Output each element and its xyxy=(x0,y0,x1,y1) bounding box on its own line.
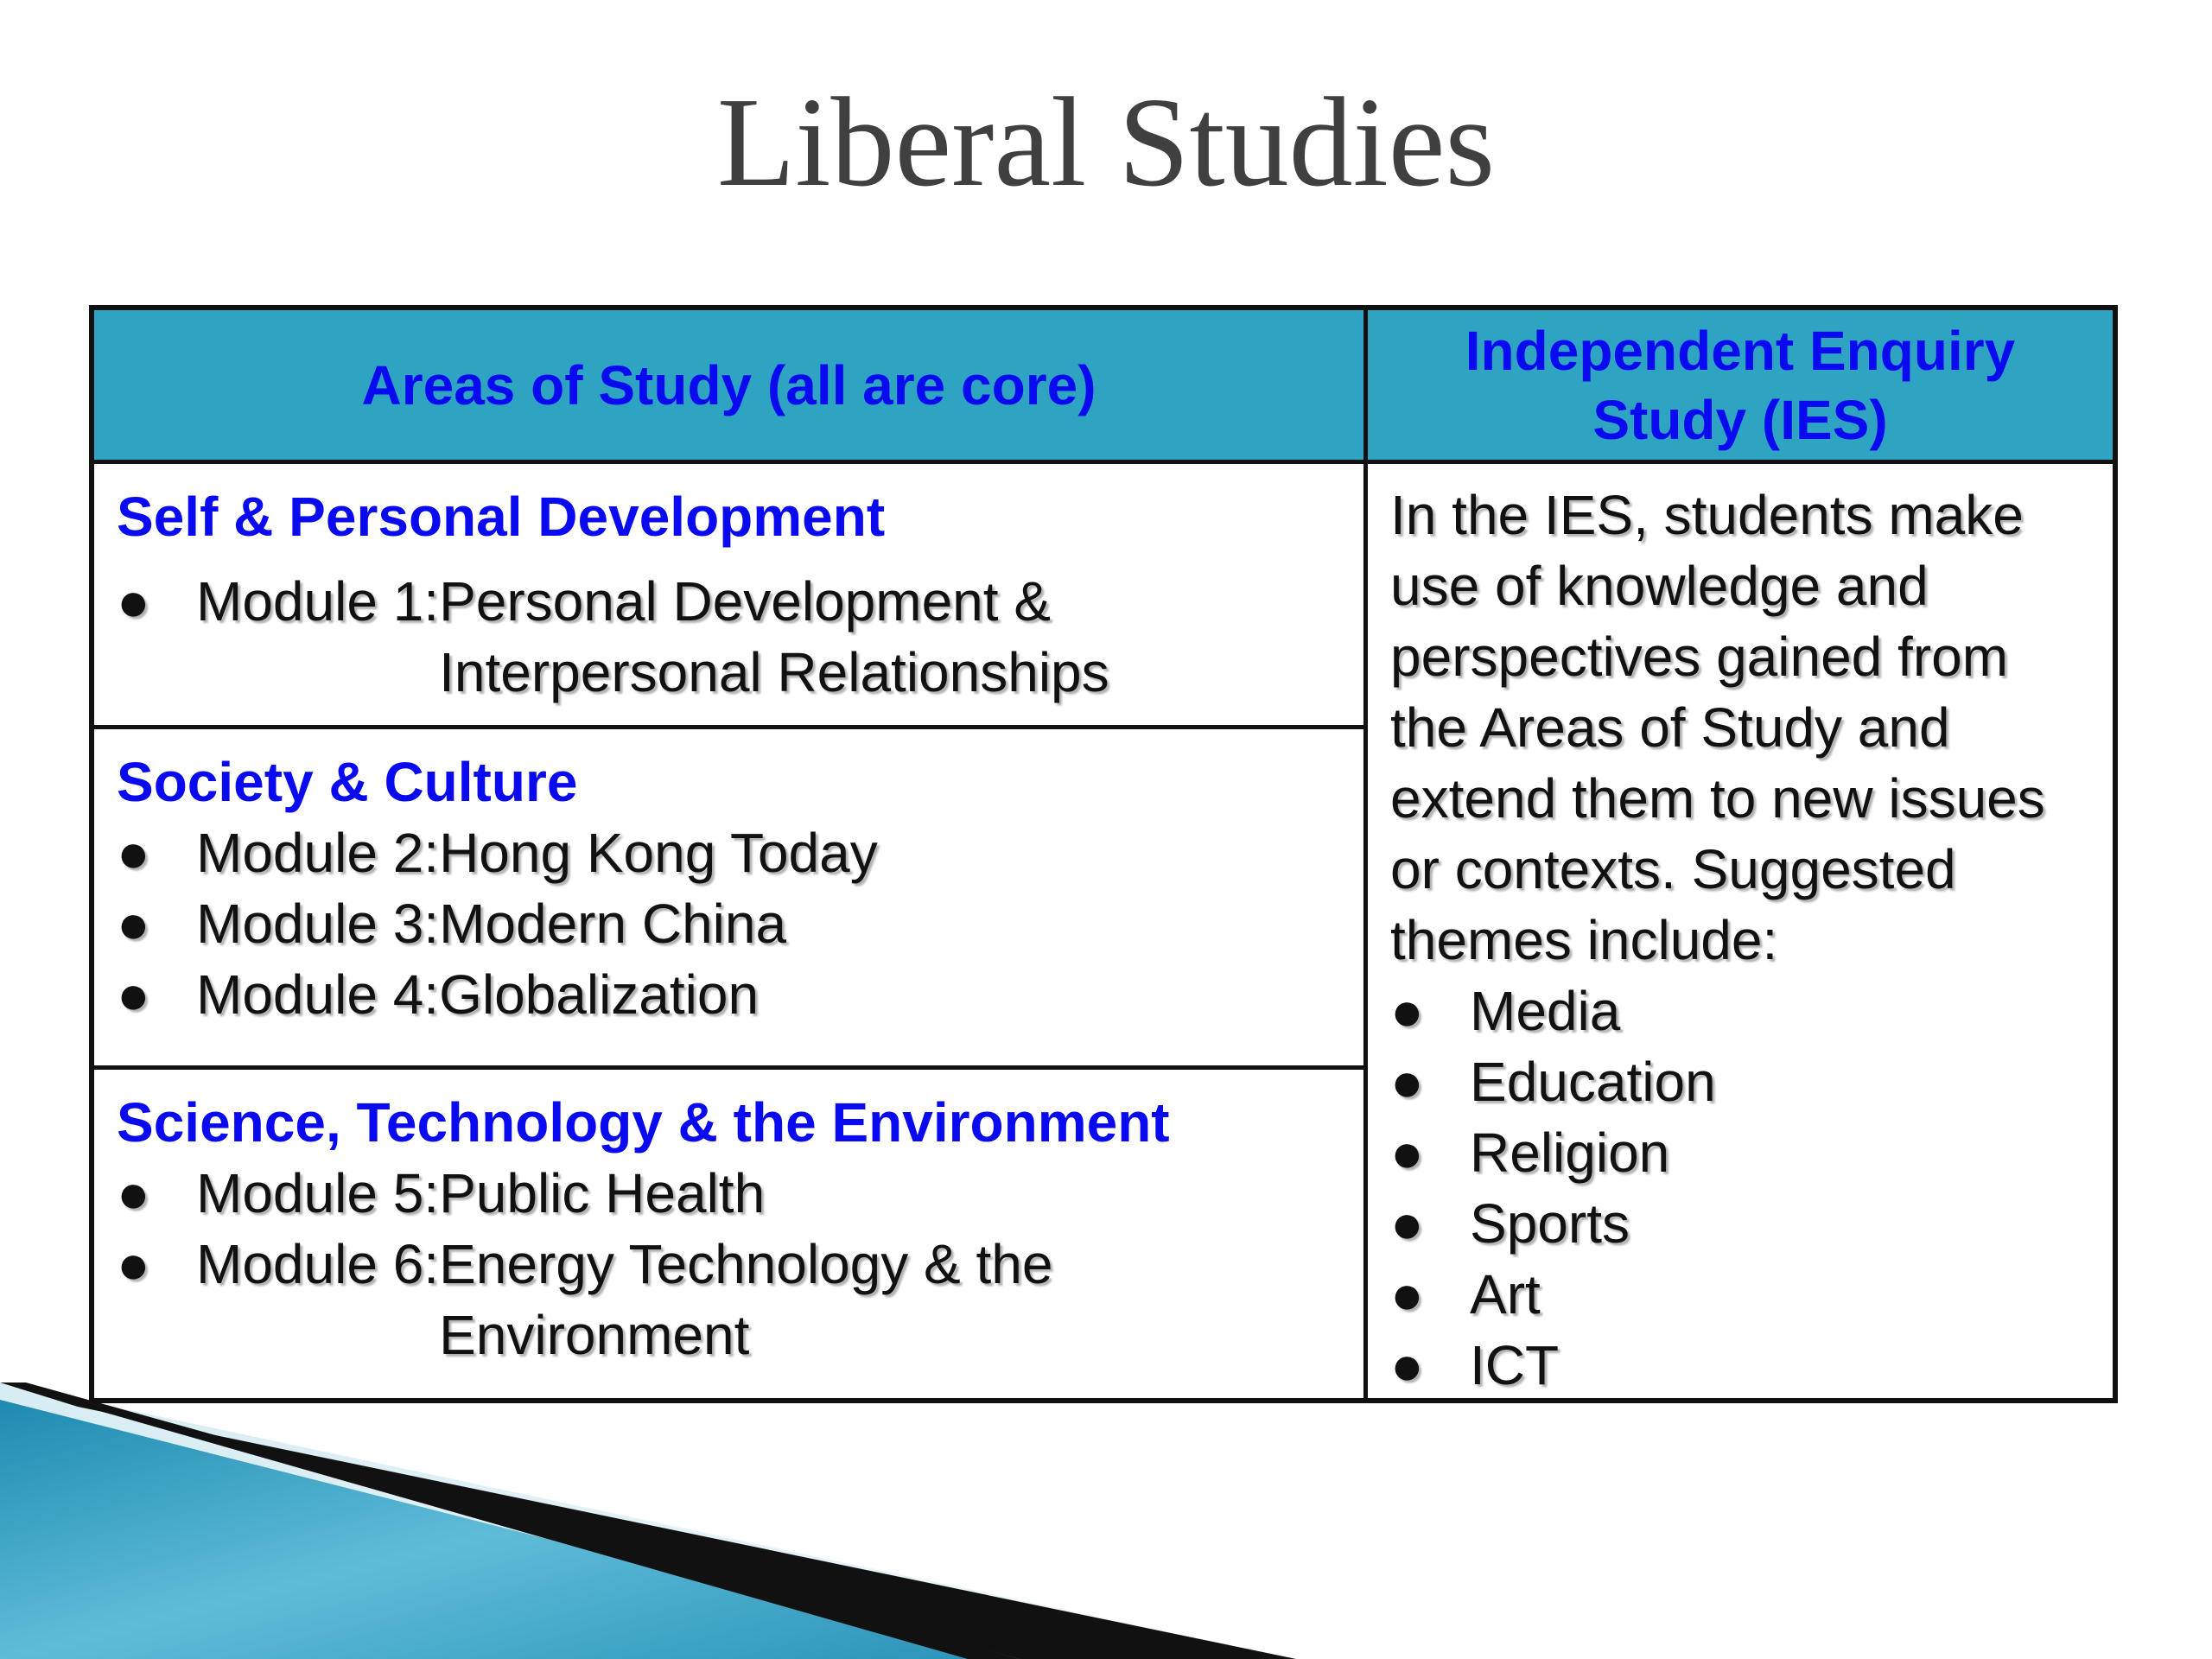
module-item xyxy=(117,959,1343,1030)
header-areas-of-study-text: Areas of Study (all are core) xyxy=(361,353,1096,416)
bullet-icon: ● xyxy=(1390,1192,1424,1255)
theme-label: Sports xyxy=(1470,1192,1630,1255)
module-text-line1: Public Health xyxy=(439,1162,766,1224)
ies-line: use of knowledge and xyxy=(1390,555,1929,617)
bullet-icon: ● xyxy=(117,893,150,955)
bullet-icon: ● xyxy=(1390,1122,1424,1184)
area-science-technology-environment xyxy=(94,1070,1368,1398)
module-item xyxy=(117,1229,1343,1370)
bullet-icon: ● xyxy=(117,822,150,884)
header-ies-line1: Independent Enquiry xyxy=(1465,319,2016,382)
module-text-line1: Personal Development & xyxy=(439,570,1051,632)
header-areas-of-study xyxy=(94,310,1368,464)
ies-line: extend them to new issues xyxy=(1390,767,2045,830)
theme-label: Education xyxy=(1470,1051,1716,1113)
theme-item-art xyxy=(1390,1259,2095,1330)
module-item xyxy=(117,888,1343,959)
ies-line: or contexts. Suggested xyxy=(1390,838,1956,900)
theme-item-media xyxy=(1390,976,2095,1046)
theme-label: Art xyxy=(1470,1263,1541,1325)
theme-label: ICT xyxy=(1470,1334,1560,1396)
theme-item-sports xyxy=(1390,1188,2095,1259)
module-label: Module 2: xyxy=(196,822,440,884)
module-item xyxy=(117,817,1343,888)
module-item xyxy=(117,566,1343,708)
bullet-icon: ● xyxy=(1390,1263,1424,1325)
module-text-line1: Modern China xyxy=(439,893,787,955)
ies-line: themes include: xyxy=(1390,909,1778,971)
area-title: Society & Culture xyxy=(117,751,578,813)
ies-line: perspectives gained from xyxy=(1390,626,2009,688)
header-ies-line2: Study (IES) xyxy=(1592,388,1888,451)
module-text-line2: Environment xyxy=(439,1304,750,1366)
ies-description xyxy=(1368,464,2113,1398)
theme-label: Religion xyxy=(1470,1122,1670,1184)
bullet-icon: ● xyxy=(1390,980,1424,1042)
bullet-icon: ● xyxy=(117,570,150,632)
area-self-personal-development xyxy=(94,464,1368,729)
module-label: Module 4: xyxy=(196,963,440,1026)
decorative-swoosh xyxy=(0,1382,2212,1659)
bullet-icon: ● xyxy=(117,1233,150,1295)
module-text-line1: Energy Technology & the xyxy=(439,1233,1053,1295)
slide-title: Liberal Studies xyxy=(716,72,1496,213)
bullet-icon: ● xyxy=(117,1162,150,1224)
theme-item-religion xyxy=(1390,1117,2095,1188)
module-item xyxy=(117,1158,1343,1229)
area-title: Science, Technology & the Environment xyxy=(117,1091,1170,1154)
module-text-line1: Globalization xyxy=(439,963,760,1026)
module-label: Module 1: xyxy=(196,570,440,632)
theme-label: Media xyxy=(1470,980,1621,1042)
module-label: Module 5: xyxy=(196,1162,440,1224)
bullet-icon: ● xyxy=(117,963,150,1026)
module-label: Module 3: xyxy=(196,893,440,955)
ies-line: the Areas of Study and xyxy=(1390,696,1950,759)
area-title: Self & Personal Development xyxy=(117,486,886,548)
ies-line: In the IES, students make xyxy=(1390,484,2024,546)
theme-item-education xyxy=(1390,1046,2095,1117)
module-text-line2: Interpersonal Relationships xyxy=(439,641,1109,703)
bullet-icon: ● xyxy=(1390,1334,1424,1396)
header-ies xyxy=(1368,310,2113,464)
area-society-culture xyxy=(94,729,1368,1070)
module-text-line1: Hong Kong Today xyxy=(439,822,878,884)
liberal-studies-table xyxy=(89,305,2118,1403)
bullet-icon: ● xyxy=(1390,1051,1424,1113)
module-label: Module 6: xyxy=(196,1233,440,1295)
